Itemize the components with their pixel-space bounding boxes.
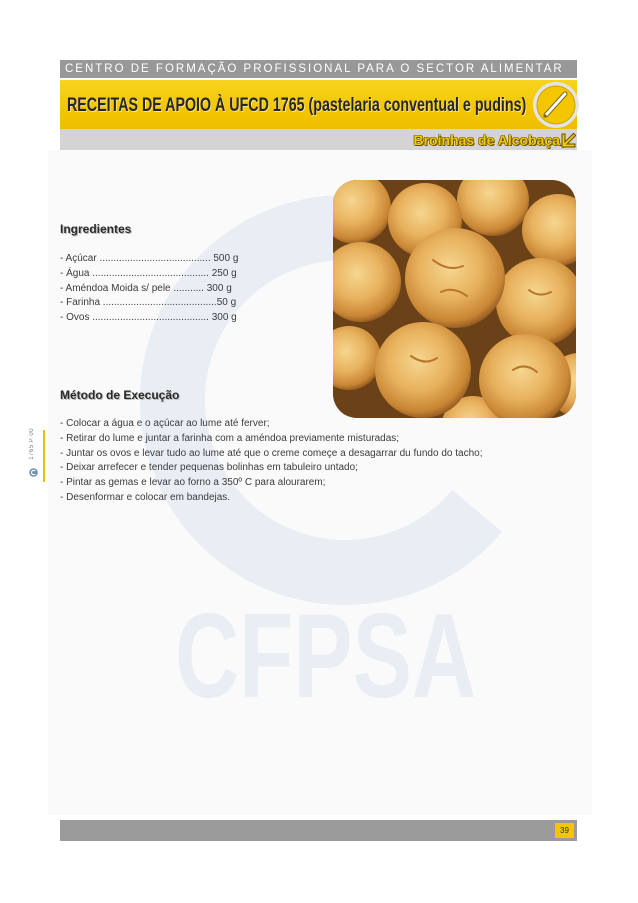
method-steps: [60, 417, 482, 506]
page-number: 39: [555, 823, 574, 838]
watermark-text: CFPSA: [175, 589, 476, 723]
organization-name: CENTRO DE FORMAÇÃO PROFISSIONAL PARA O SECTOR ALIMENTAR: [65, 63, 564, 75]
ingredient-item: - Farinha .........................................50 g: [60, 297, 237, 309]
method-step: - Colocar a água e o açúcar ao lume até ferver;: [60, 418, 270, 429]
footer-bar: [60, 820, 577, 841]
method-step: - Deixar arrefecer e tender pequenas bolinhas em tabuleiro untado;: [60, 462, 358, 474]
ingredients-list: [60, 252, 238, 326]
logo-icon: [29, 468, 38, 477]
method-step: - Pintar as gemas e levar ao forno a 350º C para alourarem;: [60, 477, 326, 489]
document-title: RECEITAS DE APOIO À UFCD 1765 (pastelaria conventual e pudins): [67, 95, 527, 116]
ingredient-item: - Água .......................................... 250 g: [60, 267, 237, 279]
method-step: - Juntar os ovos e levar tudo ao lume até que o creme começe a desagarrar du fundo do tacho;: [60, 447, 483, 459]
arrow-down-left-icon: [561, 133, 576, 148]
pen-icon: [532, 81, 580, 129]
ingredient-item: - Améndoa Moida s/ pele ........... 300 g: [60, 282, 232, 294]
ingredients-heading: Ingredientes: [60, 222, 132, 236]
method-step: - Desenformar e colocar em bandejas.: [60, 491, 231, 503]
cookies-photo: [333, 180, 576, 418]
recipe-name: Broinhas de Alcobaça: [413, 132, 560, 148]
method-heading: Método de Execução: [60, 388, 180, 402]
ingredient-item: - Açúcar ........................................ 500 g: [60, 253, 239, 264]
cookie: [405, 228, 505, 328]
method-step: - Retirar do lume e juntar a farinha com a améndoa previamente misturadas;: [60, 432, 400, 444]
organization-bar: [60, 60, 577, 78]
cookie: [375, 322, 471, 418]
side-code: 1765 P 00: [29, 428, 35, 460]
ingredient-item: - Ovos .......................................... 300 g: [60, 312, 237, 324]
side-divider: [43, 430, 45, 482]
